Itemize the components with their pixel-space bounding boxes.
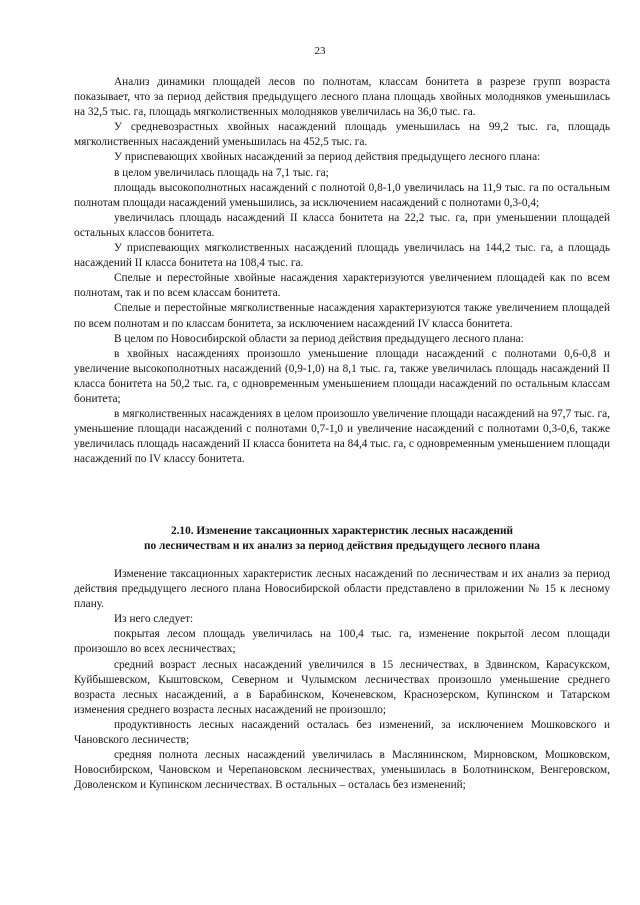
paragraph: Спелые и перестойные мягколиственные насаждения характеризуются также увеличением площадей по всем полнотам и по классам бонитета, за исключением насаждений IV класса бонитета. <box>74 302 610 330</box>
paragraph: У приспевающих хвойных насаждений за период действия предыдущего лесного плана: <box>114 151 541 164</box>
paragraph: увеличилась площадь насаждений II класса бонитета на 22,2 тыс. га, при уменьшении площадей остальных классов бонитета. <box>74 211 610 239</box>
paragraph: Спелые и перестойные хвойные насаждения характеризуются увеличением площадей как по всем полнотам, так и по всем классам бонитета. <box>74 272 610 300</box>
paragraph: продуктивность лесных насаждений осталась без изменений, за исключением Мошковского и Чановского лесничеств; <box>74 718 610 747</box>
paragraph: Изменение таксационных характеристик лесных насаждений по лесничествам и их анализ за период действия предыдущего лесного плана Новосибирской области представлено в приложении № 15 к лесному плану. <box>74 568 610 611</box>
paragraph: Анализ динамики площадей лесов по полнотам, классам бонитета в разрезе групп возраста показывает, что за период действия предыдущего лесного плана площадь хвойных молодняков уменьшилась на 32,5 тыс. га, площадь мягколиственных молодняков увеличилась на 36,0 тыс. га. <box>74 76 610 119</box>
page-number: 23 <box>314 45 326 57</box>
paragraph: В целом по Новосибирской области за период действия предыдущего лесного плана: <box>114 332 524 345</box>
section-heading-line-1: 2.10. Изменение таксационных характеристик лесных насаждений <box>170 525 514 537</box>
section-heading <box>74 524 610 554</box>
section-heading-line-2: по лесничествам и их анализ за период действия предыдущего лесного плана <box>144 540 540 552</box>
paragraph: У приспевающих мягколиственных насаждений площадь увеличилась на 144,2 тыс. га, а площадь насаждений II класса бонитета на 108,4 тыс. га. <box>74 242 610 270</box>
paragraph: средний возраст лесных насаждений увеличился в 15 лесничествах, в Здвинском, Карасукском, Куйбышевском, Кыштовском, Северном и Чулымском лесничествах произошло уменьшение среднего возраста лесных насаждений, а в Барабинском, Коченевском, Краснозерском, Купинском и Татарском изменения среднего возраста лесных насаждений не произошло; <box>74 658 610 716</box>
paragraph: площадь высокополнотных насаждений с полнотой 0,8-1,0 увеличилась на 11,9 тыс. га по остальным полнотам площади насаждений уменьшились, за исключением насаждений с полнотами 0,3-0,4; <box>74 181 610 209</box>
paragraph: в целом увеличилась площадь на 7,1 тыс. га; <box>114 166 329 179</box>
paragraph: покрытая лесом площадь увеличилась на 100,4 тыс. га, изменение покрытой лесом площади произошло во всех лесничествах; <box>74 628 610 656</box>
paragraph: средняя полнота лесных насаждений увеличилась в Маслянинском, Мирновском, Мошковском, Новосибирском, Чановском и Черепановском лесничествах, уменьшилась в Болотнинском, Венгеровском, Доволенском и Купинском лесничествах. В остальных – осталась без изменений; <box>74 749 610 792</box>
paragraph: Из него следует: <box>114 613 194 626</box>
paragraph: У средневозрастных хвойных насаждений площадь уменьшилась на 99,2 тыс. га, площадь мягколиственных насаждений уменьшилась на 452,5 тыс. га. <box>74 121 610 149</box>
paragraph: в хвойных насаждениях произошло уменьшение площади насаждений с полнотами 0,6-0,8 и увеличение высокополнотных насаждений (0,9-1,0) на 8,1 тыс. га, также увеличилась площадь насаждений II класса бонитета на 50,2 тыс. га, с одновременным уменьшением площади насаждений по остальным классам бонитета; <box>74 347 610 405</box>
section-changes-text <box>74 567 610 793</box>
section-analysis-text <box>74 75 610 467</box>
paragraph: в мягколиственных насаждениях в целом произошло увеличение площади насаждений на 97,7 тыс. га, уменьшение площади насаждений с полнотами 0,7-1,0 и увеличение насаждений с полнотами 0,3-0,6, также увеличилась площадь насаждений II класса бонитета на 84,4 тыс. га, с одновременным уменьшением площади насаждений по IV классу бонитета. <box>74 408 610 466</box>
